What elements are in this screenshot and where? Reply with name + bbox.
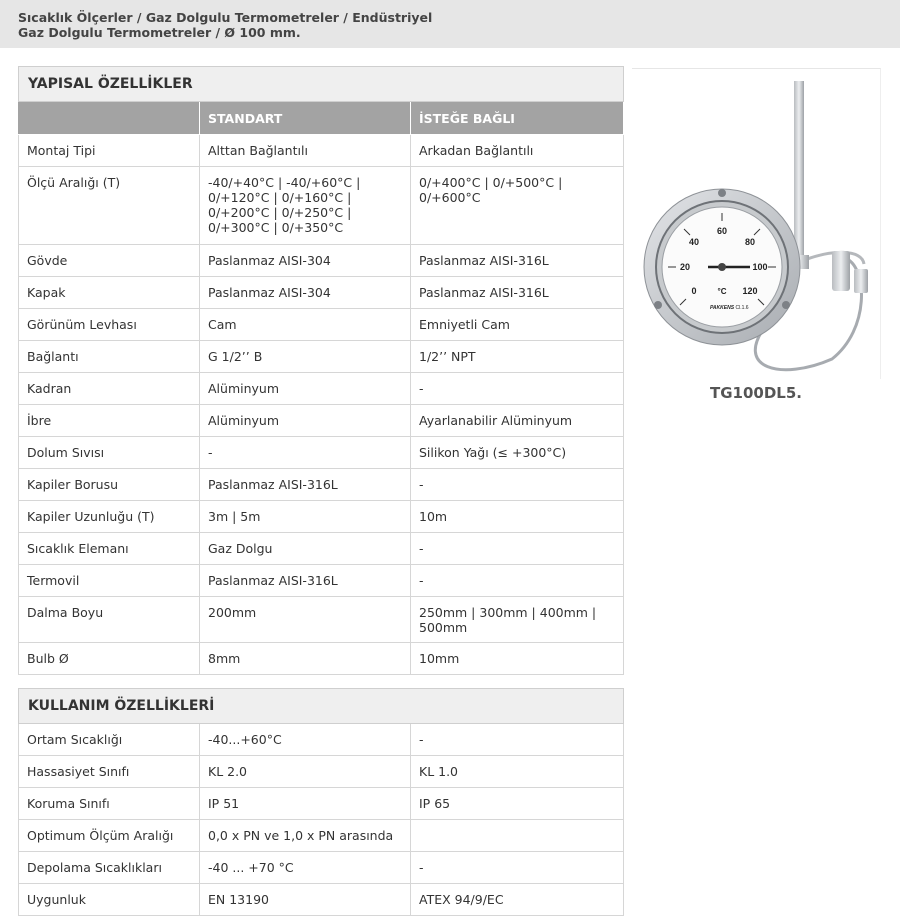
structural-label: Bulb Ø [19, 643, 200, 675]
structural-section-title: YAPISAL ÖZELLİKLER [19, 67, 624, 102]
structural-optional-value: - [411, 373, 624, 405]
structural-optional-value: 250mm | 300mm | 400mm | 500mm [411, 597, 624, 643]
structural-row-go-ru-nu-m-levhas [19, 309, 624, 341]
structural-row-bag-lant [19, 341, 624, 373]
breadcrumb-line-2[interactable]: Gaz Dolgulu Termometreler / Ø 100 mm. [18, 25, 301, 40]
usage-standard-value: KL 2.0 [200, 756, 411, 788]
structural-row-i-bre [19, 405, 624, 437]
flange-hole-icon [782, 301, 790, 309]
structural-label: Görünüm Levhası [19, 309, 200, 341]
structural-label: Termovil [19, 565, 200, 597]
structural-section-header [19, 67, 624, 102]
scale-label-20: 20 [679, 262, 691, 272]
structural-standard-value: G 1/2’’ B [200, 341, 411, 373]
structural-row-go-vde [19, 245, 624, 277]
structural-standard-value: Alüminyum [200, 405, 411, 437]
class-label: Cl.1.6 [735, 305, 749, 311]
usage-label: Depolama Sıcaklıkları [19, 852, 200, 884]
usage-standard-value: 0,0 x PN ve 1,0 x PN arasında [200, 820, 411, 852]
usage-label: Optimum Ölçüm Aralığı [19, 820, 200, 852]
usage-standard-value: -40 ... +70 °C [200, 852, 411, 884]
structural-label: Ölçü Aralığı (T) [19, 167, 200, 245]
structural-standard-value: Cam [200, 309, 411, 341]
structural-row-kapiler-uzunlug-u-t [19, 501, 624, 533]
column-header-row [19, 102, 624, 135]
structural-label: Dalma Boyu [19, 597, 200, 643]
column-header-standard: STANDART [200, 102, 411, 135]
scale-label-100: 100 [752, 262, 768, 272]
structural-label: Kapiler Uzunluğu (T) [19, 501, 200, 533]
breadcrumb [0, 0, 900, 48]
scale-label-60: 60 [716, 226, 728, 236]
thermometer-illustration [632, 69, 880, 379]
unit-label: °C [717, 287, 727, 296]
structural-row-o-lc-u-aral-g-t [19, 167, 624, 245]
structural-row-kapak [19, 277, 624, 309]
column-header-optional: İSTEĞE BAĞLI [411, 102, 624, 135]
pointer-hub [718, 263, 726, 271]
structural-label: Bağlantı [19, 341, 200, 373]
usage-standard-value: EN 13190 [200, 884, 411, 916]
structural-row-kapiler-borusu [19, 469, 624, 501]
scale-label-0: 0 [691, 286, 697, 296]
usage-row-koruma-s-n-f [19, 788, 624, 820]
structural-standard-value: Alttan Bağlantılı [200, 135, 411, 167]
structural-optional-value: Paslanmaz AISI-316L [411, 245, 624, 277]
structural-label: Kadran [19, 373, 200, 405]
structural-label: Kapak [19, 277, 200, 309]
structural-standard-value: Alüminyum [200, 373, 411, 405]
structural-standard-value: -40/+40°C | -40/+60°C | 0/+120°C | 0/+160°C | 0/+200°C | 0/+250°C | 0/+300°C | 0/+350°C [200, 167, 411, 245]
usage-standard-value: -40...+60°C [200, 724, 411, 756]
usage-specs-table [18, 688, 624, 916]
structural-row-termovil [19, 565, 624, 597]
usage-optional-value: IP 65 [411, 788, 624, 820]
usage-row-optimum-o-lc-u-m-aral-g [19, 820, 624, 852]
structural-optional-value: 10mm [411, 643, 624, 675]
usage-row-uygunluk [19, 884, 624, 916]
structural-optional-value: Ayarlanabilir Alüminyum [411, 405, 624, 437]
structural-optional-value: Arkadan Bağlantılı [411, 135, 624, 167]
structural-row-dolum-s-v-s [19, 437, 624, 469]
structural-optional-value: 1/2’’ NPT [411, 341, 624, 373]
structural-row-s-cakl-k-eleman [19, 533, 624, 565]
usage-label: Koruma Sınıfı [19, 788, 200, 820]
structural-optional-value: 10m [411, 501, 624, 533]
structural-optional-value: - [411, 565, 624, 597]
structural-standard-value: Paslanmaz AISI-316L [200, 469, 411, 501]
structural-standard-value: 3m | 5m [200, 501, 411, 533]
structural-optional-value: Silikon Yağı (≤ +300°C) [411, 437, 624, 469]
structural-standard-value: 8mm [200, 643, 411, 675]
usage-optional-value: KL 1.0 [411, 756, 624, 788]
structural-row-dalma-boyu [19, 597, 624, 643]
structural-standard-value: Paslanmaz AISI-304 [200, 277, 411, 309]
structural-standard-value: - [200, 437, 411, 469]
structural-row-bulb [19, 643, 624, 675]
column-header-empty [19, 102, 200, 135]
structural-label: Kapiler Borusu [19, 469, 200, 501]
flange-hole-icon [654, 301, 662, 309]
usage-optional-value: - [411, 724, 624, 756]
product-image [632, 68, 881, 379]
usage-optional-value [411, 820, 624, 852]
scale-label-80: 80 [744, 237, 756, 247]
structural-standard-value: Paslanmaz AISI-316L [200, 565, 411, 597]
structural-optional-value: Emniyetli Cam [411, 309, 624, 341]
brand-label: PAKKENS [709, 305, 735, 311]
structural-optional-value: Paslanmaz AISI-316L [411, 277, 624, 309]
fitting-end [854, 269, 868, 293]
structural-optional-value: 0/+400°C | 0/+500°C | 0/+600°C [411, 167, 624, 245]
usage-label: Ortam Sıcaklığı [19, 724, 200, 756]
usage-section-title: KULLANIM ÖZELLİKLERİ [19, 689, 624, 724]
breadcrumb-line-1[interactable]: Sıcaklık Ölçerler / Gaz Dolgulu Termometreler / Endüstriyel [18, 10, 433, 25]
scale-label-40: 40 [688, 237, 700, 247]
compression-fitting [832, 251, 850, 291]
structural-specs-table [18, 66, 624, 675]
structural-standard-value: Gaz Dolgu [200, 533, 411, 565]
structural-label: Sıcaklık Elemanı [19, 533, 200, 565]
usage-row-hassasiyet-s-n-f [19, 756, 624, 788]
structural-row-montaj-tipi [19, 135, 624, 167]
usage-section-header [19, 689, 624, 724]
thermowell-stem [794, 81, 804, 257]
structural-label: Montaj Tipi [19, 135, 200, 167]
structural-standard-value: 200mm [200, 597, 411, 643]
usage-optional-value: ATEX 94/9/EC [411, 884, 624, 916]
usage-standard-value: IP 51 [200, 788, 411, 820]
structural-label: Dolum Sıvısı [19, 437, 200, 469]
usage-row-depolama-s-cakl-klar [19, 852, 624, 884]
structural-optional-value: - [411, 469, 624, 501]
structural-label: İbre [19, 405, 200, 437]
product-caption: TG100DL5. [710, 384, 802, 402]
structural-standard-value: Paslanmaz AISI-304 [200, 245, 411, 277]
structural-row-kadran [19, 373, 624, 405]
structural-label: Gövde [19, 245, 200, 277]
scale-label-120: 120 [742, 286, 758, 296]
usage-label: Uygunluk [19, 884, 200, 916]
flange-hole-icon [718, 189, 726, 197]
usage-label: Hassasiyet Sınıfı [19, 756, 200, 788]
usage-optional-value: - [411, 852, 624, 884]
structural-optional-value: - [411, 533, 624, 565]
usage-row-ortam-s-cakl-g [19, 724, 624, 756]
